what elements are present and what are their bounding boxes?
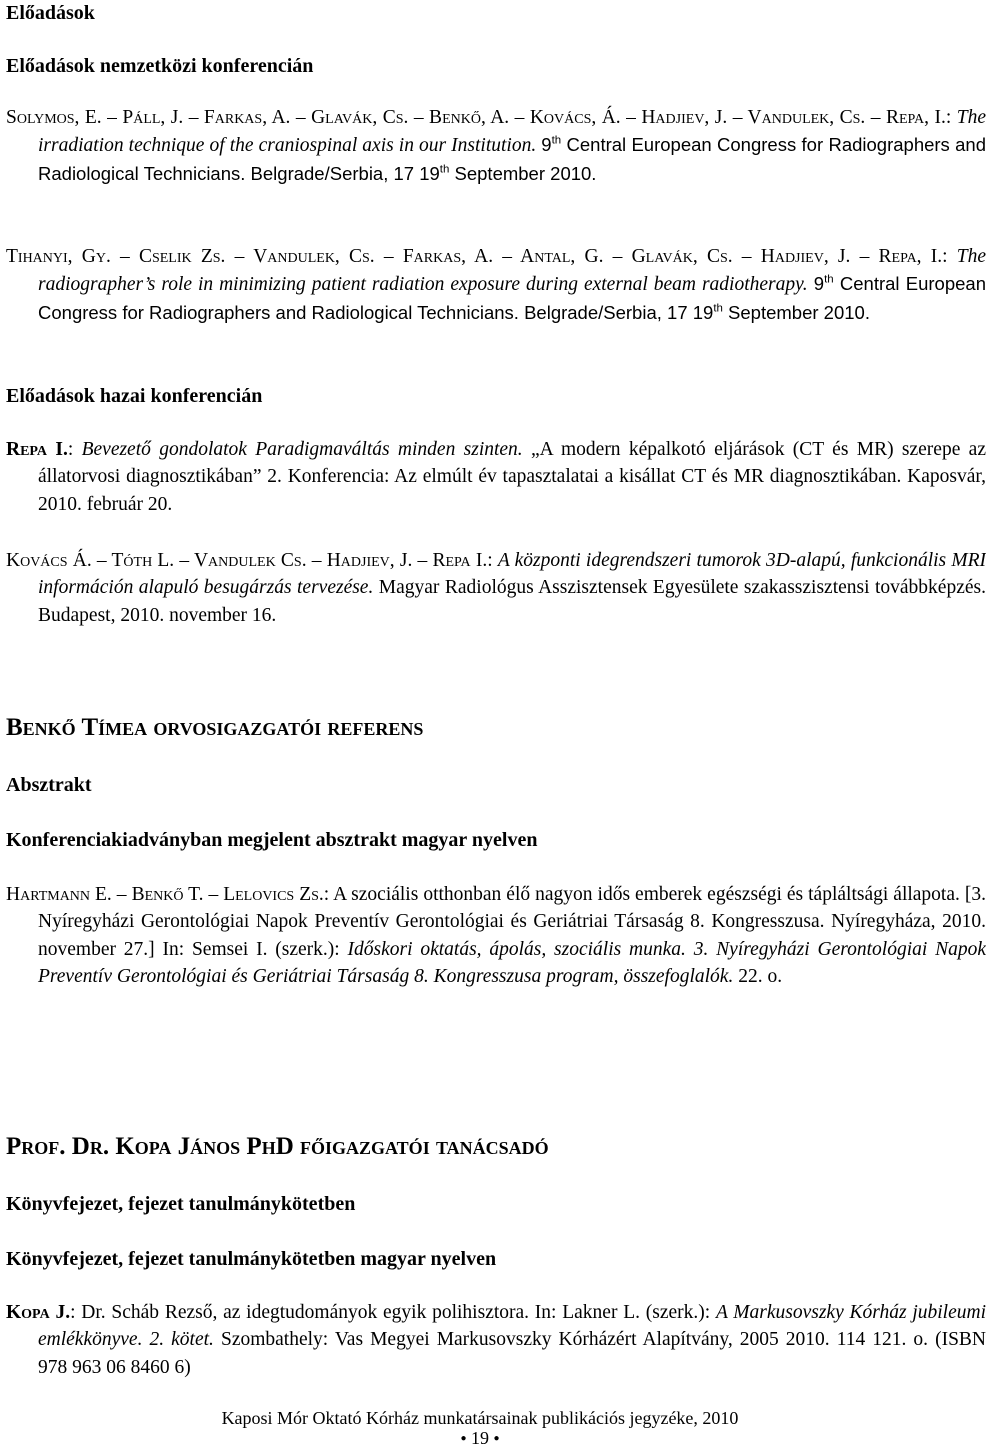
entry-authors: Repa I. [6,439,68,460]
publication-entry-1: Solymos, E. – Páll, J. – Farkas, A. – Glavák, Cs. – Benkő, A. – Kovács, Á. – Hadjiev, J. – Vandulek, Cs. – Repa, I.: The irradiation technique of the craniospinal axis in our Institution. 9th Central European Congress for Radiographers and Radiological Technicians. Belgrade/Serbia, 17 19th September 2010. [6,107,986,184]
entry-title: The radiographer’s role in minimizing patient radiation exposure during external beam radiotherapy. [38,246,986,296]
publication-entry-3: Repa I.: Bevezető gondolatok Paradigmaváltás minden szinten. „A modern képalkotó eljárások (CT és MR) szerepe az állatorvosi diagnosztikában” 2. Konferencia: Az elmúlt év tapasztalatai a kisállat CT és MR diagnosztikában. Kaposvár, 2010. február 20. [6,439,986,515]
section-heading-abstract-hu: Konferenciakiadványban megjelent absztrakt magyar nyelven [6,829,538,851]
entry-authors: Hartmann E. – Benkő T. – Lelovics Zs. [6,884,324,905]
person-heading-2: Prof. Dr. Kopa János PhD főigazgatói tanácsadó [6,1133,549,1160]
page-title: Előadások [6,2,95,24]
entry-authors: Solymos, E. – Páll, J. – Farkas, A. – Glavák, Cs. – Benkő, A. – Kovács, Á. – Hadjiev, J. – Vandulek, Cs. – Repa, I. [6,107,946,128]
publication-entry-4: Kovács Á. – Tóth L. – Vandulek Cs. – Hadjiev, J. – Repa I.: A központi idegrendszeri tumorok 3D-alapú, funkcionális MRI információn alapuló besugárzás tervezése. Magyar Radiológus Asszisztensek Egyesülete szakasszisztensi továbbképzés. Budapest, 2010. november 16. [6,550,986,626]
entry-title: The irradiation technique of the craniospinal axis in our Institution. [38,107,986,157]
publication-entry-2: Tihanyi, Gy. – Cselik Zs. – Vandulek, Cs. – Farkas, A. – Antal, G. – Glavák, Cs. – Hadjiev, J. – Repa, I.: The radiographer’s role in minimizing patient radiation exposure during external beam radiotherapy. 9th Central European Congress for Radiographers and Radiological Technicians. Belgrade/Serbia, 17 19th September 2010. [6,246,986,323]
page-footer: Kaposi Mór Oktató Kórház munkatársainak publikációs jegyzéke, 2010 [221,1408,739,1428]
page-number: ● 19 ● [460,1428,500,1448]
section-heading-international: Előadások nemzetközi konferencián [6,55,314,77]
publication-entry-5: Hartmann E. – Benkő T. – Lelovics Zs.: A szociális otthonban élő nagyon idős emberek egészségi és tápláltsági állapota. [3. Nyíregyházi Gerontológiai Napok Preventív Gerontológiai és Geriátriai Társaság 8. Kongresszusa. Nyíregyháza, 2010. november 27.] In: Semsei I. (szerk.): Időskori oktatás, ápolás, szociális munka. 3. Nyíregyházi Gerontológiai Napok Preventív Gerontológiai és Geriátriai Társaság 8. Kongresszusa program, összefoglalók. 22. o. [6,884,986,987]
entry-authors: Kopa J. [6,1302,71,1323]
section-heading-chapter: Könyvfejezet, fejezet tanulmánykötetben [6,1193,356,1215]
entry-title: A központi idegrendszeri tumorok 3D-alapú, funkcionális MRI információn alapuló besugárzás tervezése. [38,550,986,599]
entry-authors: Tihanyi, Gy. – Cselik Zs. – Vandulek, Cs. – Farkas, A. – Antal, G. – Glavák, Cs. – Hadjiev, J. – Repa, I. [6,246,943,267]
entry-details: A szociális otthonban élő nagyon idős emberek egészségi és tápláltsági állapota. [3. Nyíregyházi Gerontológiai Napok Preventív Gerontológiai és Geriátriai Társaság 8. Kongresszusa. Nyíregyháza, 2010. november 27.] In: Semsei I. (szerk.): [38,884,986,960]
section-heading-chapter-hu: Könyvfejezet, fejezet tanulmánykötetben magyar nyelven [6,1248,497,1270]
entry-source: Időskori oktatás, ápolás, szociális munka. 3. Nyíregyházi Gerontológiai Napok Preventív Gerontológiai és Geriátriai Társaság 8. Kongresszusa program, összefoglalók. [38,938,986,987]
entry-title: Bevezető gondolatok Paradigmaváltás minden szinten. [81,439,523,460]
entry-source: A Markusovszky Kórház jubileumi emlékkönyve. 2. kötet. [38,1302,986,1351]
bullet-icon: ● [460,1433,467,1444]
person-heading-1: Benkő Tímea orvosigazgatói referens [6,714,424,741]
entry-details: „A modern képalkotó eljárások (CT és MR) szerepe az állatorvosi diagnosztikában” 2. Konferencia: Az elmúlt év tapasztalatai a kisállat CT és MR diagnosztikában. Kaposvár, 2010. február 20. [38,439,986,515]
entry-conference: 9th Central European Congress for Radiographers and Radiological Technicians. Belgrade/Serbia, 17 19th September 2010. [38,273,986,323]
entry-conference: 9th Central European Congress for Radiographers and Radiological Technicians. Belgrade/Serbia, 17 19th September 2010. [38,134,986,184]
publication-entry-6: Kopa J.: Dr. Scháb Rezső, az idegtudományok egyik polihisztora. In: Lakner L. (szerk.): A Markusovszky Kórház jubileumi emlékkönyve. 2. kötet. Szombathely: Vas Megyei Markusovszky Kórházért Alapítvány, 2005 2010. 114 121. o. (ISBN 978 963 06 8460 6) [6,1302,986,1378]
section-heading-domestic: Előadások hazai konferencián [6,385,263,407]
bullet-icon: ● [493,1433,500,1444]
entry-authors: Kovács Á. – Tóth L. – Vandulek Cs. – Hadjiev, J. – Repa I. [6,550,488,571]
entry-details: Magyar Radiológus Asszisztensek Egyesülete szakasszisztensi továbbképzés. Budapest, 2010. november 16. [38,577,986,626]
section-heading-abstract: Absztrakt [6,774,92,796]
entry-details: Dr. Scháb Rezső, az idegtudományok egyik polihisztora. In: Lakner L. (szerk.): [81,1302,716,1323]
